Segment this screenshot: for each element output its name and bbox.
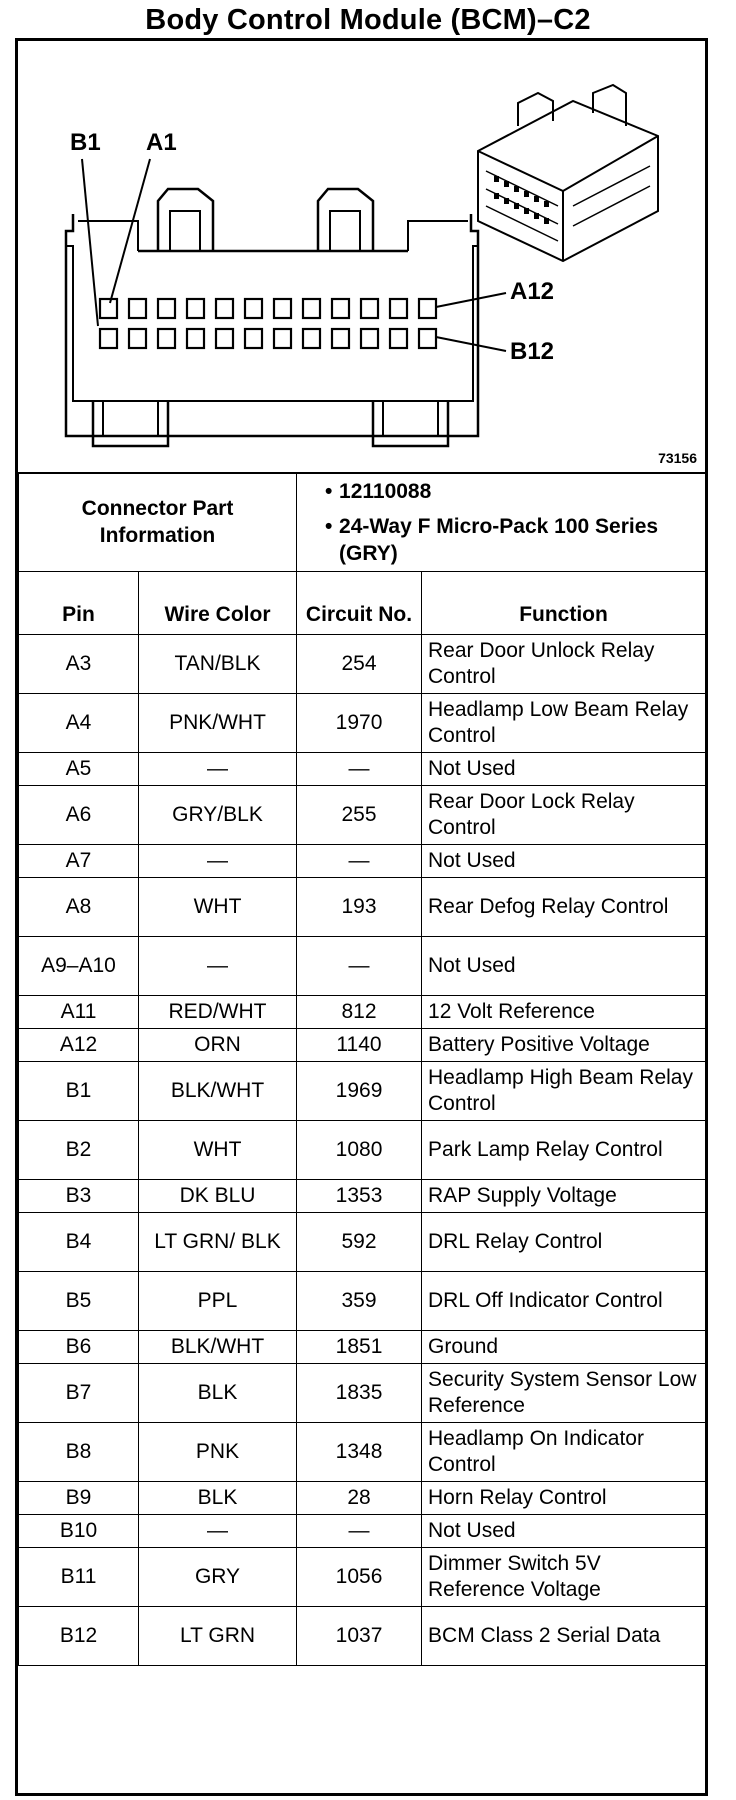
cell-circuit: 1348	[297, 1423, 422, 1482]
cell-function: Not Used	[422, 845, 706, 878]
cell-pin: B7	[19, 1364, 139, 1423]
table-row	[19, 1331, 706, 1364]
connector-part-list	[297, 473, 706, 572]
cell-function: Not Used	[422, 937, 706, 996]
cell-wire: BLK/WHT	[139, 1331, 297, 1364]
cell-function: Ground	[422, 1331, 706, 1364]
cell-pin: B5	[19, 1272, 139, 1331]
cell-circuit: 1969	[297, 1062, 422, 1121]
cell-circuit: 28	[297, 1482, 422, 1515]
cell-wire: TAN/BLK	[139, 635, 297, 694]
cell-wire: —	[139, 845, 297, 878]
cell-pin: A3	[19, 635, 139, 694]
connector-sheet	[15, 38, 708, 1796]
cell-circuit: 1353	[297, 1180, 422, 1213]
cell-pin: A11	[19, 996, 139, 1029]
cell-function: DRL Relay Control	[422, 1213, 706, 1272]
cell-wire: PNK	[139, 1423, 297, 1482]
cell-pin: A7	[19, 845, 139, 878]
cell-wire: ORN	[139, 1029, 297, 1062]
table-row	[19, 937, 706, 996]
cell-wire: RED/WHT	[139, 996, 297, 1029]
cell-circuit: 255	[297, 786, 422, 845]
table-row	[19, 878, 706, 937]
col-header-pin: Pin	[19, 572, 139, 635]
cell-pin: B6	[19, 1331, 139, 1364]
cell-wire: BLK	[139, 1482, 297, 1515]
cell-wire: GRY/BLK	[139, 786, 297, 845]
cell-wire: GRY	[139, 1548, 297, 1607]
table-row	[19, 786, 706, 845]
cell-function: BCM Class 2 Serial Data	[422, 1607, 706, 1666]
cell-function: Not Used	[422, 753, 706, 786]
cell-wire: DK BLU	[139, 1180, 297, 1213]
table-row	[19, 753, 706, 786]
cell-circuit: 1056	[297, 1548, 422, 1607]
column-header-row	[19, 572, 706, 635]
cell-wire: BLK/WHT	[139, 1062, 297, 1121]
cell-pin: A8	[19, 878, 139, 937]
cell-pin: B3	[19, 1180, 139, 1213]
connector-face-drawing	[18, 41, 705, 472]
cell-wire: LT GRN	[139, 1607, 297, 1666]
cell-wire: WHT	[139, 1121, 297, 1180]
table-row	[19, 845, 706, 878]
cell-circuit: 359	[297, 1272, 422, 1331]
cell-pin: B10	[19, 1515, 139, 1548]
cell-function: DRL Off Indicator Control	[422, 1272, 706, 1331]
cell-function: Security System Sensor Low Reference	[422, 1364, 706, 1423]
cell-pin: B2	[19, 1121, 139, 1180]
cell-pin: A5	[19, 753, 139, 786]
cell-circuit: 1970	[297, 694, 422, 753]
cell-wire: PNK/WHT	[139, 694, 297, 753]
cell-pin: B12	[19, 1607, 139, 1666]
table-row	[19, 1180, 706, 1213]
cell-pin: A4	[19, 694, 139, 753]
table-row	[19, 1213, 706, 1272]
cell-pin: B1	[19, 1062, 139, 1121]
cell-function: Battery Positive Voltage	[422, 1029, 706, 1062]
cell-wire: —	[139, 937, 297, 996]
cell-function: Rear Defog Relay Control	[422, 878, 706, 937]
pinout-table	[18, 472, 706, 1666]
cell-pin: A9–A10	[19, 937, 139, 996]
cell-function: Headlamp Low Beam Relay Control	[422, 694, 706, 753]
cell-wire: PPL	[139, 1272, 297, 1331]
col-header-wire-color: Wire Color	[139, 572, 297, 635]
cell-circuit: 254	[297, 635, 422, 694]
cell-wire: LT GRN/ BLK	[139, 1213, 297, 1272]
table-row	[19, 694, 706, 753]
cell-wire: —	[139, 1515, 297, 1548]
cell-circuit: 1037	[297, 1607, 422, 1666]
cell-function: Rear Door Lock Relay Control	[422, 786, 706, 845]
cell-function: 12 Volt Reference	[422, 996, 706, 1029]
cell-pin: B8	[19, 1423, 139, 1482]
cell-pin: A6	[19, 786, 139, 845]
col-header-function: Function	[422, 572, 706, 635]
cell-circuit: 193	[297, 878, 422, 937]
cell-circuit: 1851	[297, 1331, 422, 1364]
table-row	[19, 1272, 706, 1331]
connector-diagram	[18, 41, 705, 474]
cell-circuit: 592	[297, 1213, 422, 1272]
table-row	[19, 1364, 706, 1423]
page-title: Body Control Module (BCM)–C2	[145, 4, 591, 36]
cell-function: Park Lamp Relay Control	[422, 1121, 706, 1180]
cell-pin: B11	[19, 1548, 139, 1607]
pin-label-b12: B12	[510, 338, 555, 365]
table-row	[19, 1062, 706, 1121]
table-row	[19, 635, 706, 694]
table-row	[19, 1607, 706, 1666]
cell-function: Dimmer Switch 5V Reference Voltage	[422, 1548, 706, 1607]
table-row	[19, 1423, 706, 1482]
cell-circuit: 812	[297, 996, 422, 1029]
cell-function: Rear Door Unlock Relay Control	[422, 635, 706, 694]
cell-function: Horn Relay Control	[422, 1482, 706, 1515]
part-item: • 12110088	[325, 479, 432, 503]
pin-label-a1: A1	[146, 129, 177, 156]
table-row	[19, 1121, 706, 1180]
col-header-circuit: Circuit No.	[297, 572, 422, 635]
cell-circuit: 1835	[297, 1364, 422, 1423]
cell-wire: BLK	[139, 1364, 297, 1423]
table-row	[19, 996, 706, 1029]
cell-circuit: —	[297, 845, 422, 878]
cell-wire: WHT	[139, 878, 297, 937]
cell-circuit: 1080	[297, 1121, 422, 1180]
cell-pin: A12	[19, 1029, 139, 1062]
cell-circuit: —	[297, 1515, 422, 1548]
cell-wire: —	[139, 753, 297, 786]
pin-label-b1: B1	[70, 129, 101, 156]
pin-label-a12: A12	[510, 278, 555, 305]
cell-function: RAP Supply Voltage	[422, 1180, 706, 1213]
table-row	[19, 1482, 706, 1515]
table-row	[19, 1515, 706, 1548]
cell-function: Not Used	[422, 1515, 706, 1548]
figure-number: 73156	[658, 450, 697, 466]
part-item: • 24-Way F Micro-Pack 100 Series (GRY)	[325, 514, 659, 565]
table-row	[19, 1029, 706, 1062]
cell-circuit: 1140	[297, 1029, 422, 1062]
cell-function: Headlamp High Beam Relay Control	[422, 1062, 706, 1121]
table-row	[19, 1548, 706, 1607]
connector-info-label: Connector Part Information	[19, 473, 297, 572]
cell-function: Headlamp On Indicator Control	[422, 1423, 706, 1482]
cell-pin: B4	[19, 1213, 139, 1272]
cell-pin: B9	[19, 1482, 139, 1515]
cell-circuit: —	[297, 753, 422, 786]
cell-circuit: —	[297, 937, 422, 996]
